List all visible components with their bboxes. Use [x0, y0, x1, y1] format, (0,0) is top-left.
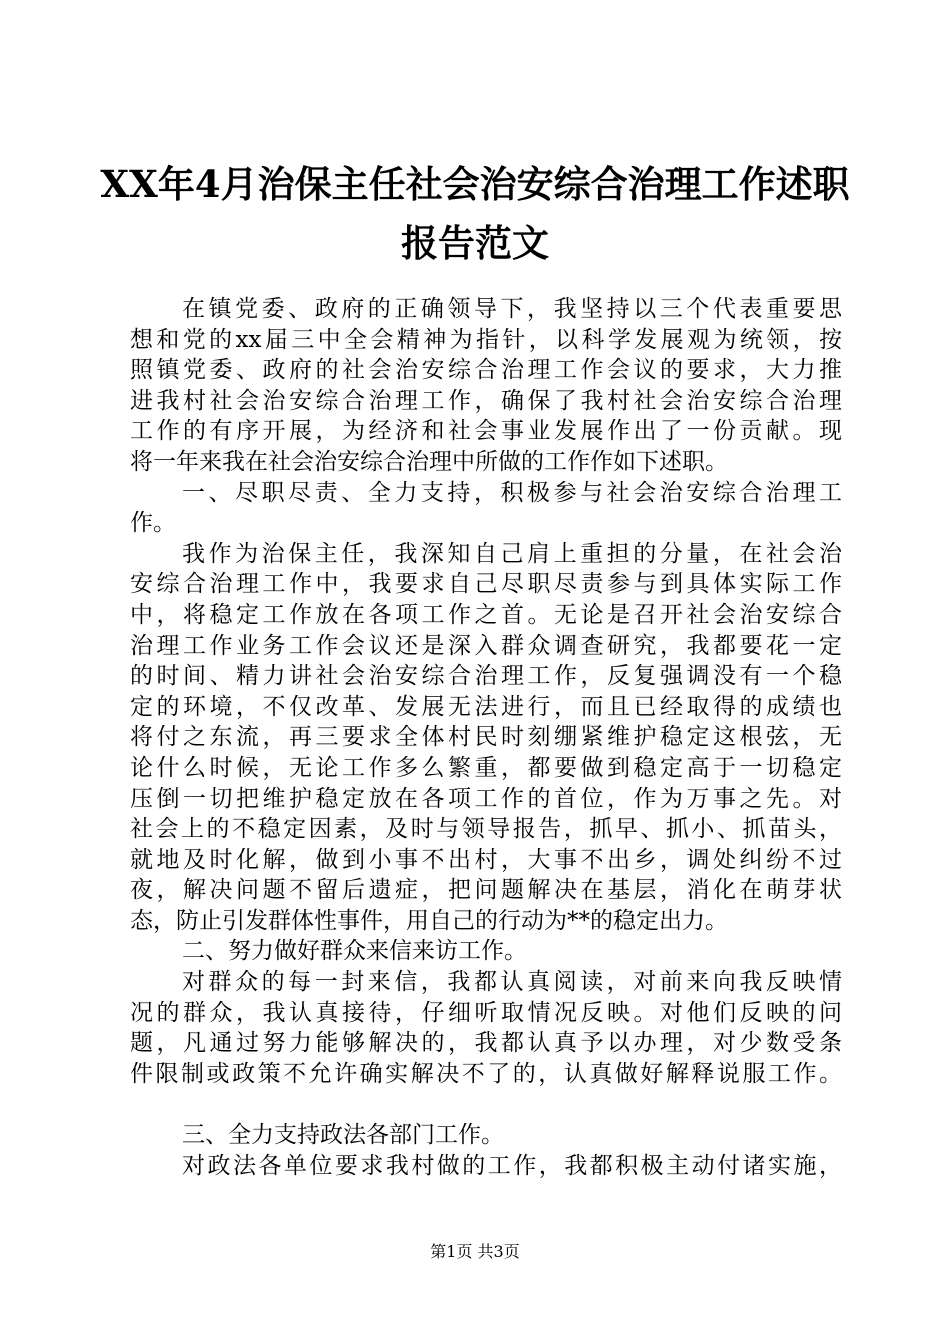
body-line: 将一年来我在社会治安综合治理中所做的工作作如下述职。	[130, 448, 728, 475]
section-heading-1-cont: 作。	[130, 510, 176, 537]
body-line: 照镇党委、政府的社会治安综合治理工作会议的要求，大力推	[130, 357, 842, 384]
body-line: 社会上的不稳定因素，及时与领导报告，抓早、抓小、抓苗头，	[130, 816, 842, 843]
document-title-line-2: 报告范文	[401, 221, 549, 265]
body-line: 对政法各单位要求我村做的工作，我都积极主动付诸实施，	[182, 1152, 842, 1179]
body-line: 将付之东流，再三要求全体村民时刻绷紧维护稳定这根弦，无	[130, 724, 842, 751]
paragraph-gap	[130, 1089, 842, 1120]
body-line: 安综合治理工作中，我要求自己尽职尽责参与到具体实际工作	[130, 571, 842, 598]
body-line: 对群众的每一封来信，我都认真阅读，对前来向我反映情	[182, 969, 842, 996]
document-body	[130, 294, 842, 1181]
body-line: 工作的有序开展，为经济和社会事业发展作出了一份贡献。现	[130, 418, 842, 445]
page-number-footer: 第1页 共3页	[430, 1242, 520, 1261]
body-line: 态，防止引发群体性事件，用自己的行动为**的稳定出力。	[130, 907, 728, 934]
section-heading-2: 二、努力做好群众来信来访工作。	[182, 938, 527, 965]
document-title-line-1: XX年4月治保主任社会治安综合治理工作述职	[100, 162, 850, 206]
body-line: 就地及时化解，做到小事不出村，大事不出乡，调处纠纷不过	[130, 846, 842, 873]
body-line: 定的环境，不仅改革、发展无法进行，而且已经取得的成绩也	[130, 693, 842, 720]
body-line: 想和党的xx届三中全会精神为指针，以科学发展观为统领，按	[130, 326, 842, 353]
body-line: 题，凡通过努力能够解决的，我都认真予以办理，对少数受条	[130, 1030, 842, 1057]
section-heading-3: 三、全力支持政法各部门工作。	[182, 1122, 504, 1149]
body-line: 进我村社会治安综合治理工作，确保了我村社会治安综合治理	[130, 387, 842, 414]
body-line: 的时间、精力讲社会治安综合治理工作，反复强调没有一个稳	[130, 663, 842, 690]
section-heading-1: 一、尽职尽责、全力支持，积极参与社会治安综合治理工	[182, 479, 842, 506]
body-line: 况的群众，我认真接待，仔细听取情况反映。对他们反映的问	[130, 999, 842, 1026]
body-line: 在镇党委、政府的正确领导下，我坚持以三个代表重要思	[182, 296, 842, 322]
body-line: 压倒一切把维护稳定放在各项工作的首位，作为万事之先。对	[130, 785, 842, 812]
body-line: 中，将稳定工作放在各项工作之首。无论是召开社会治安综合	[130, 601, 842, 628]
body-line: 论什么时候，无论工作多么繁重，都要做到稳定高于一切稳定	[130, 754, 842, 781]
body-line: 治理工作业务工作会议还是深入群众调查研究，我都要花一定	[130, 632, 842, 659]
body-line: 件限制或政策不允许确实解决不了的，认真做好解释说服工作。	[130, 1060, 842, 1087]
body-line: 夜，解决问题不留后遗症，把问题解决在基层，消化在萌芽状	[130, 877, 842, 904]
body-line: 我作为治保主任，我深知自己肩上重担的分量，在社会治	[182, 540, 842, 567]
